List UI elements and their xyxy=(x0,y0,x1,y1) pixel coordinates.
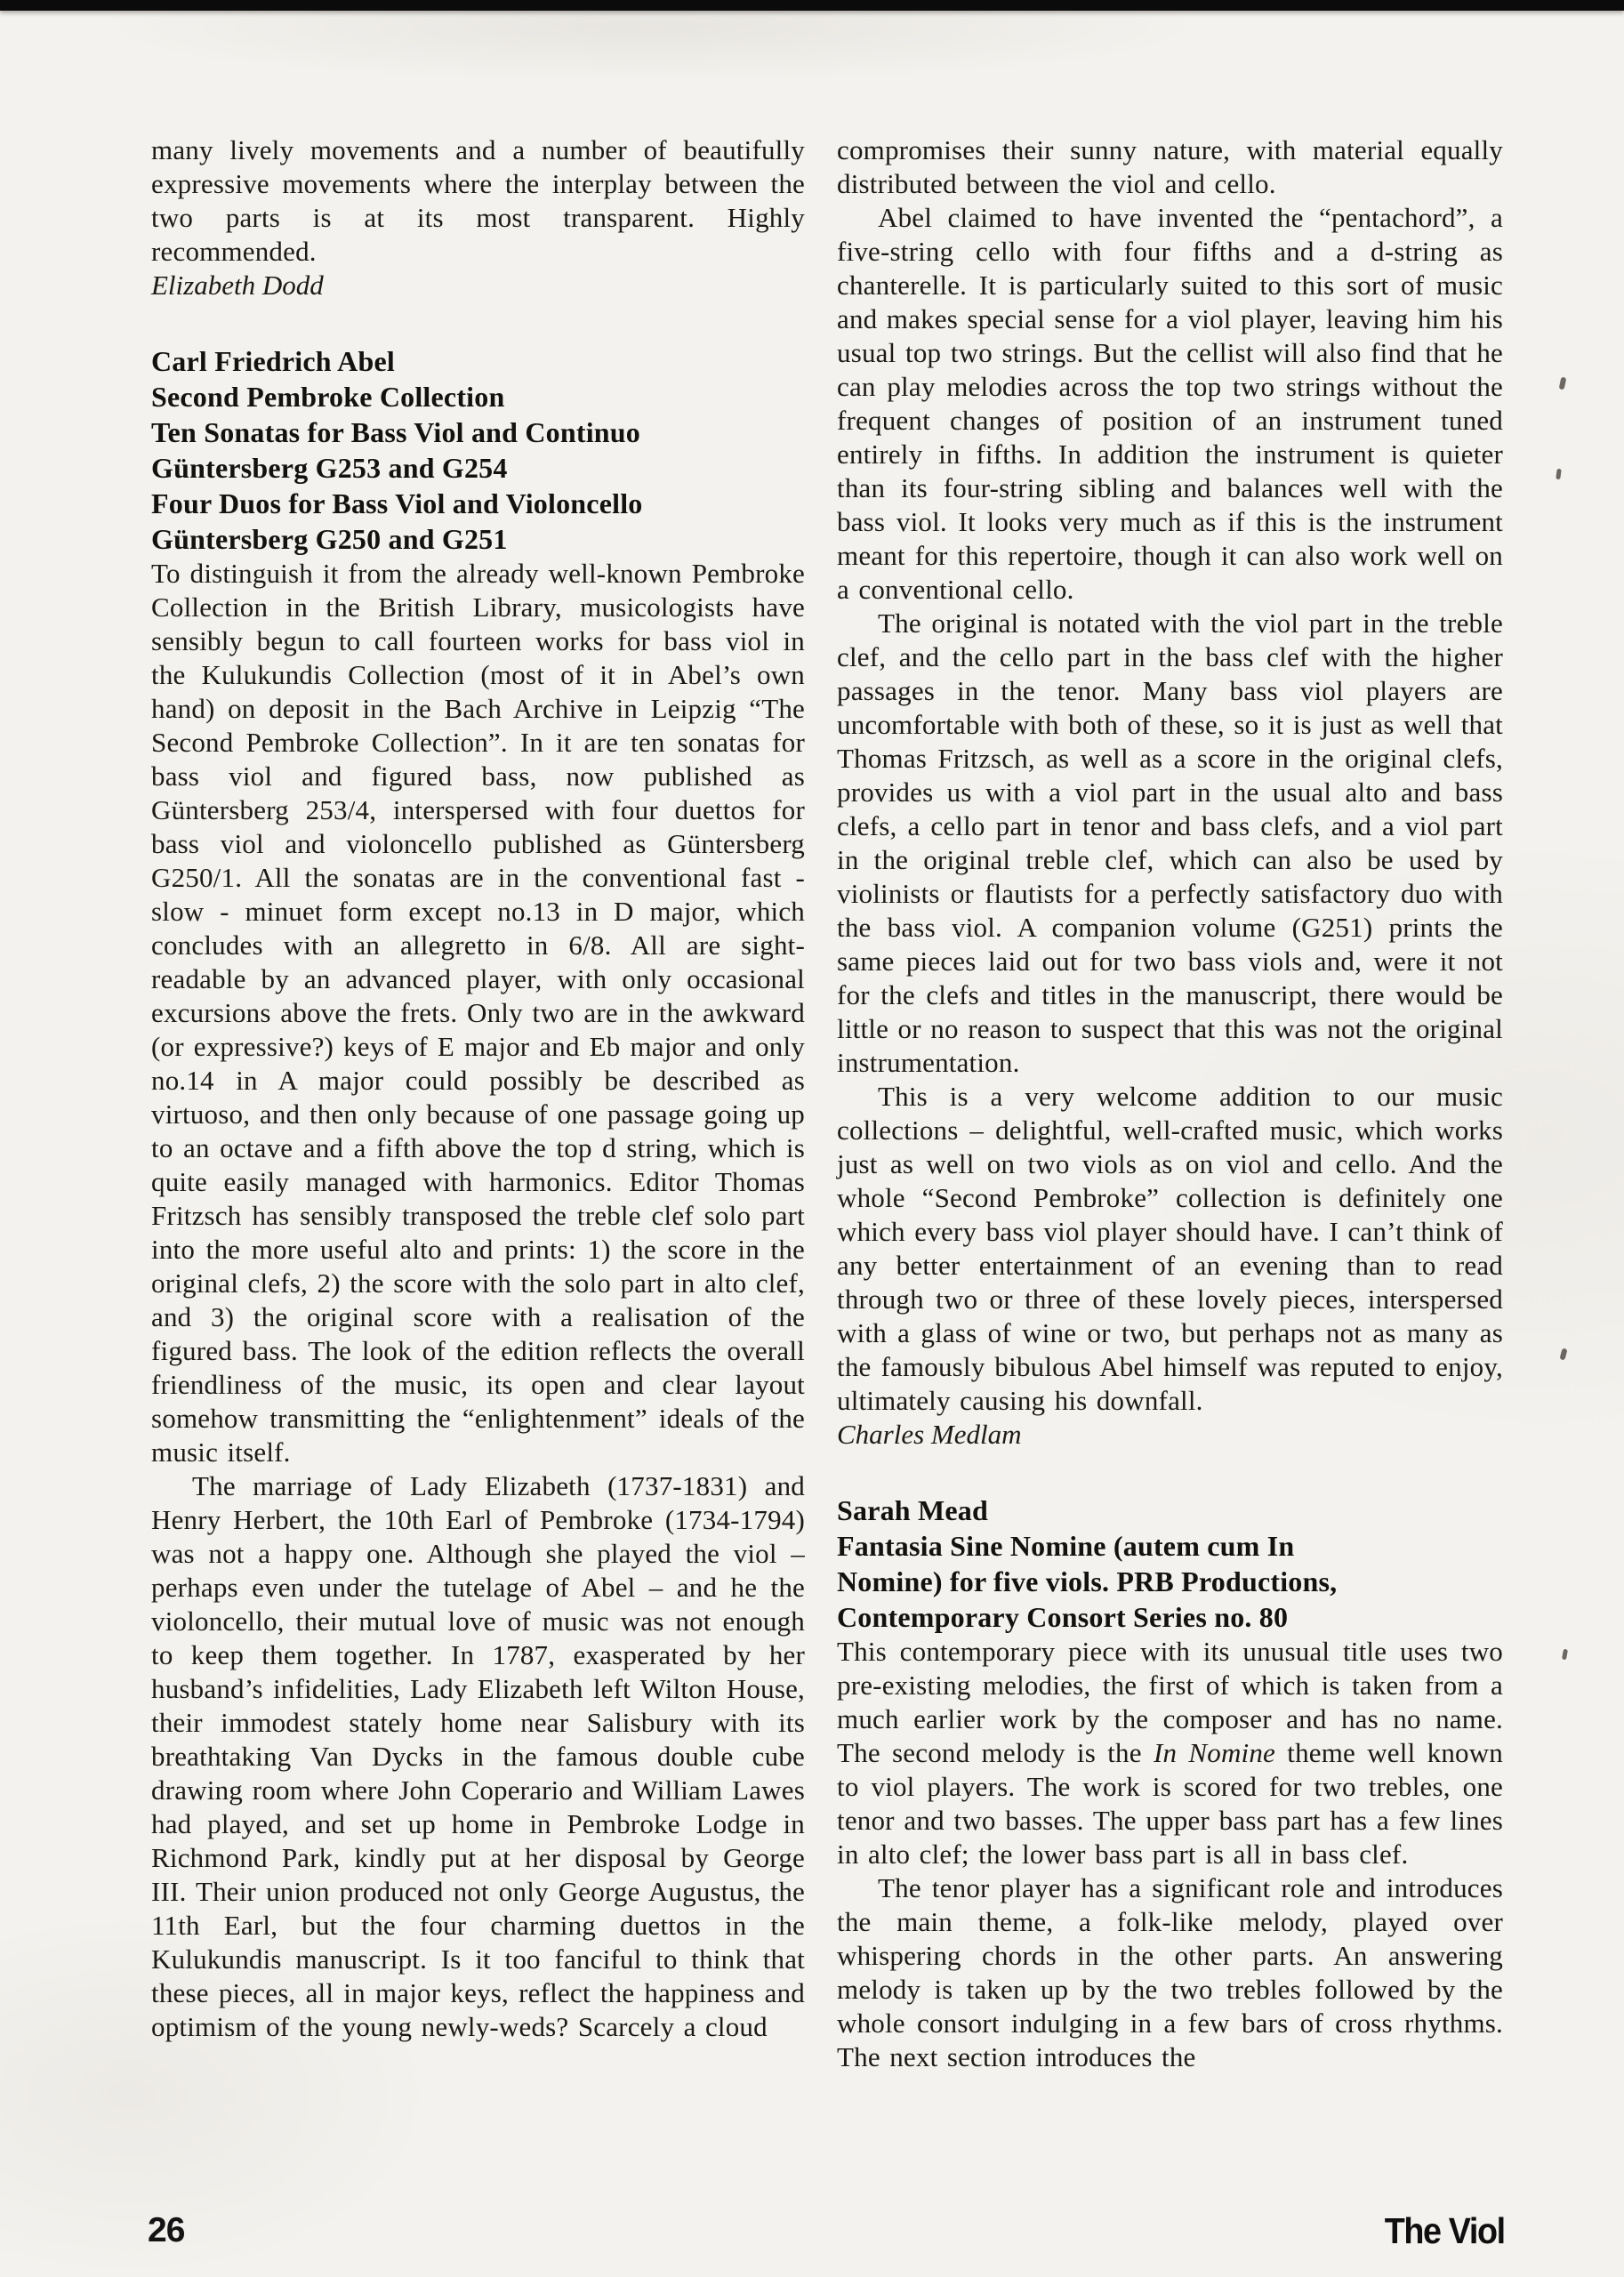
paragraph-sunny-nature-continuation: compromises their sunny nature, with material equally distributed between the viol and cello. xyxy=(837,134,1503,199)
paragraph-pentachord: Abel claimed to have invented the “pentachord”, a five-string cello with four fifths and a d-string as chanterelle. It is particularly suited to this sort of music and makes special sense for a viol player, leaving him his usual top two strings. But the cellist will also find that he can play melodies across the top two strings without the frequent changes of position of an instrument tuned entirely in fifths. In addition the instrument is quieter than its four-string sibling and balances well with the bass viol. It looks very much as if this is the instrument meant for this repertoire, though it can also work well on a conventional cello. xyxy=(837,202,1503,605)
left-column xyxy=(151,133,805,2074)
page-top-scan-bar xyxy=(0,0,1624,11)
page-number: 26 xyxy=(148,2211,185,2249)
scan-speck xyxy=(1559,1348,1567,1360)
scan-speck xyxy=(1562,1649,1568,1661)
paragraph-abel-review-body: To distinguish it from the already well-known Pembroke Collection in the British Library, musicologists have sensibly begun to call fourteen works for bass viol in the Kulukundis Collection (most of it in Abel’s own hand) on deposit in the Bach Archive in Leipzig “The Second Pembroke Collection”. In it are ten sonatas for bass viol and figured bass, now published as Güntersberg 253/4, interspersed with four duettos for bass viol and violoncello published as Güntersberg G250/1. All the sonatas are in the conventional fast - slow - minuet form except no.13 in D major, which concludes with an allegretto in 6/8. All are sight-readable by an advanced player, with only occasional excursions above the frets. Only two are in the awkward (or expressive?) keys of E major and Eb major and only no.14 in A major could possibly be described as virtuoso, and then only because of one passage going up to an octave and a fifth above the top d string, which is quite easily managed with harmonics. Editor Thomas Fritzsch has sensibly transposed the treble clef solo part into the more useful alto and prints: 1) the score in the original clefs, 2) the score with the solo part in alto clef, and 3) the original score with a realisation of the figured bass. The look of the edition reflects the overall friendliness of the music, its open and clear layout somehow transmitting the “enlightenment” ideals of the music itself. xyxy=(151,558,805,1468)
heading-line-composer: Carl Friedrich Abel xyxy=(151,345,395,377)
heading-line-series: Contemporary Consort Series no. 80 xyxy=(837,1601,1289,1633)
paragraph-review-continuation: many lively movements and a number of beautifully expressive movements where the interplay between the two parts is at its most transparent. Highly recommended. xyxy=(151,134,805,267)
review-heading-mead xyxy=(837,1493,1503,1635)
heading-line-collection: Second Pembroke Collection xyxy=(151,381,505,413)
paragraph-welcome-addition: This is a very welcome addition to our music collections – delightful, well-crafted music, which works just as well on two viols as on viol and cello. And the whole “Second Pembroke” collection is definitely one which every bass viol player should have. I can’t think of any better entertainment of an evening than to read through two or three of these lovely pieces, interspersed with a glass of wine or two, but perhaps not as many as the famously bibulous Abel himself was reputed to enjoy, ultimately causing his downfall. xyxy=(837,1081,1503,1416)
paragraph-mead-intro xyxy=(837,1635,1503,1871)
byline-charles-medlam: Charles Medlam xyxy=(837,1419,1022,1450)
scan-speck xyxy=(1559,377,1567,390)
heading-line-fantasia-2: Nomine) for five viols. PRB Productions, xyxy=(837,1565,1338,1597)
paragraph-marriage-history: The marriage of Lady Elizabeth (1737-1831) and Henry Herbert, the 10th Earl of Pembroke (1734-1794) was not a happy one. Although she played the viol – perhaps even under the tutelage of Abel – and he the violoncello, their mutual love of music was not enough to keep them together. In 1787, exasperated by her husband’s infidelities, Lady Elizabeth left Wilton House, their immodest stately home near Salisbury with its breathtaking Van Dycks in the famous double cube drawing room where John Coperario and William Lawes had played, and set up home in Pembroke Lodge in Richmond Park, kindly put at her disposal by George III. Their union produced not only George Augustus, the 11th Earl, but the four charming duettos in the Kulukundis manuscript. Is it too fanciful to think that these pieces, all in major keys, reflect the happiness and optimism of the young newly-weds? Scarcely a cloud xyxy=(151,1470,805,2042)
paragraph-tenor-role: The tenor player has a significant role and introduces the main theme, a folk-like melody, played over whispering chords in the other parts. An answering melody is taken up by the two trebles followed by the whole consort indulging in a few bars of cross rhythms. The next section introduces the xyxy=(837,1872,1503,2072)
heading-line-catalog-2: Güntersberg G250 and G251 xyxy=(151,523,508,555)
journal-title: The Viol xyxy=(1385,2210,1505,2251)
heading-line-fantasia-1: Fantasia Sine Nomine (autem cum In xyxy=(837,1530,1295,1562)
byline-elizabeth-dodd: Elizabeth Dodd xyxy=(151,270,324,301)
heading-line-sonatas: Ten Sonatas for Bass Viol and Continuo xyxy=(151,416,641,448)
heading-line-catalog-1: Güntersberg G253 and G254 xyxy=(151,452,508,484)
two-column-layout xyxy=(151,133,1503,2074)
scan-speck xyxy=(1556,469,1562,480)
mead-intro-text-before: This contemporary piece with its unusual title uses two pre-existing melodies, the first of which is taken from a much earlier work by the composer and has no name. The second melody is the xyxy=(837,1636,1503,1768)
review-heading-abel xyxy=(151,343,805,557)
mead-intro-in-nomine-italic: In Nomine xyxy=(1153,1737,1276,1768)
heading-line-author: Sarah Mead xyxy=(837,1494,988,1526)
heading-line-duos: Four Duos for Bass Viol and Violoncello xyxy=(151,487,643,519)
mead-intro-text-after: theme well known to viol players. The work is scored for two trebles, one tenor and two basses. The upper bass part has a few lines in alto clef; the lower bass part is all in bass clef. xyxy=(837,1737,1504,1870)
right-column xyxy=(837,133,1503,2074)
paragraph-original-notation: The original is notated with the viol part in the treble clef, and the cello part in the bass clef with the higher passages in the tenor. Many bass viol players are uncomfortable with both of these, so it is just as well that Thomas Fritzsch, as well as a score in the original clefs, provides us with a viol part in the usual alto and bass clefs, a cello part in tenor and bass clefs, and a viol part in the original treble clef, which can also be used by violinists or flautists for a perfectly satisfactory duo with the bass viol. A companion volume (G251) prints the same pieces laid out for two bass viols and, were it not for the clefs and titles in the manuscript, there would be little or no reason to suspect that this was not the original instrumentation. xyxy=(837,607,1503,1078)
